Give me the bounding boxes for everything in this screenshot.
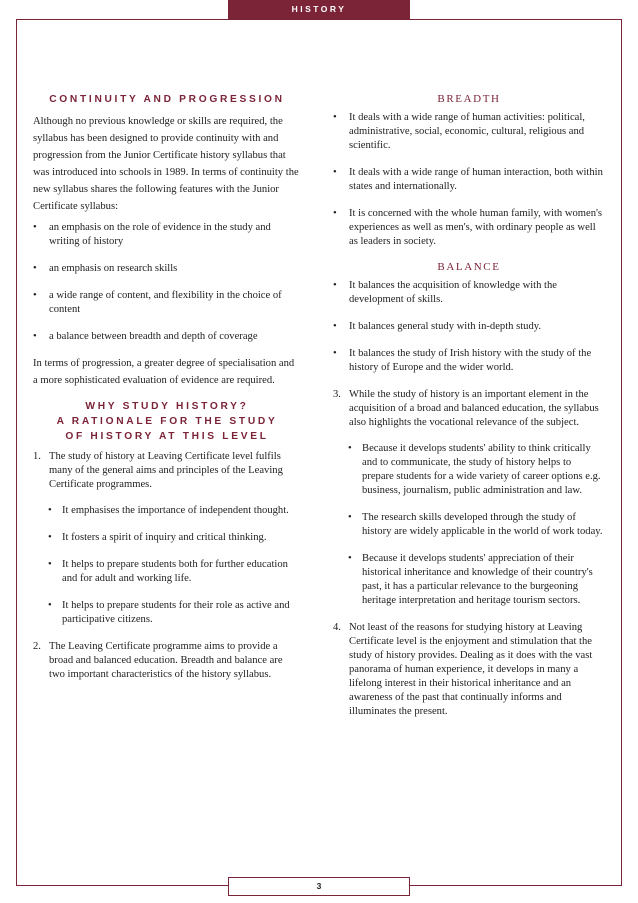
breadth-text: It deals with a wide range of human interaction, both within states and internationally. — [349, 167, 603, 192]
breadth-heading: BREADTH — [437, 93, 501, 105]
breadth-text: It is concerned with the whole human family, with women's experiences as well as men's, with ordinary people as well as leaders in society. — [349, 208, 603, 247]
breadth-item — [333, 207, 605, 249]
sub-bullet-text: It helps to prepare students for their role as active and participative citizens. — [62, 600, 290, 626]
bullet-icon: • — [348, 512, 352, 523]
right-column — [333, 92, 605, 719]
bullet-icon: • — [333, 348, 337, 359]
progression-text: In terms of progression, a greater degree of specialisation and a more sophisticated evaluation of evidence are required. — [33, 358, 295, 387]
bullet-icon: • — [333, 321, 337, 332]
bullet-icon: • — [333, 208, 337, 219]
breadth-item — [333, 166, 605, 194]
sub-bullet-text: Because it develops students' appreciation of their historical inheritance and knowledge of their country's past, it has a particular relevance to the burgeoning heritage interpretation and heritage tourism sectors. — [362, 553, 593, 606]
balance-text: It balances the study of Irish history with the study of the history of Europe and the wider world. — [349, 348, 592, 373]
sub-bullet — [33, 599, 301, 627]
breadth-item — [333, 111, 605, 153]
bullet-icon: • — [33, 290, 37, 302]
bullet-icon: • — [48, 600, 52, 612]
balance-item — [333, 320, 605, 334]
feature-text: a balance between breadth and depth of coverage — [49, 331, 258, 343]
bullet-icon: • — [33, 331, 37, 343]
bullet-icon: • — [48, 559, 52, 571]
point-text: The Leaving Certificate programme aims to provide a broad and balanced education. Breadth and balance are two important characteristics of the history syllabus. — [49, 641, 283, 681]
sub-bullet-text: It helps to prepare students both for further education and for adult and working life. — [62, 559, 288, 585]
feature-item — [33, 262, 301, 276]
feature-text: an emphasis on the role of evidence in the study and writing of history — [49, 222, 271, 248]
numbered-point-3 — [333, 388, 605, 430]
point-number: 2. — [33, 641, 41, 653]
point-number: 3. — [333, 389, 341, 400]
feature-item — [33, 330, 301, 344]
sub-bullet-text: It fosters a spirit of inquiry and critical thinking. — [62, 532, 267, 544]
breadth-text: It deals with a wide range of human activities: political, administrative, social, economic, cultural, religious and scientific. — [349, 112, 585, 151]
bullet-icon: • — [333, 112, 337, 123]
sub-bullet — [33, 531, 301, 545]
numbered-point-2 — [33, 640, 301, 682]
point-text: Not least of the reasons for studying history at Leaving Certificate level is the enjoyment and stimulation that the study of history provides. Dealing as it does with the vast panorama of human experience, it develops in many a lifelong interest in their historical inheritance and an awareness of the past that continually informs and illuminates the present. — [349, 622, 593, 717]
left-column — [33, 92, 301, 682]
continuity-heading: CONTINUITY AND PROGRESSION — [49, 94, 285, 105]
why-heading — [33, 399, 301, 444]
why-heading-line: WHY STUDY HISTORY? — [85, 401, 249, 413]
bullet-icon: • — [333, 280, 337, 291]
feature-text: a wide range of content, and flexibility in the choice of content — [49, 290, 282, 316]
bullet-icon: • — [333, 167, 337, 178]
feature-item — [33, 221, 301, 249]
bullet-icon: • — [48, 505, 52, 517]
feature-text: an emphasis on research skills — [49, 263, 178, 275]
sub-bullet — [33, 558, 301, 586]
bullet-icon: • — [48, 532, 52, 544]
bullet-icon: • — [348, 553, 352, 564]
sub-bullet — [333, 442, 605, 498]
numbered-point-1 — [33, 450, 301, 492]
sub-bullet — [333, 552, 605, 608]
balance-heading: BALANCE — [437, 261, 501, 273]
sub-bullet-text: It emphasises the importance of independent thought. — [62, 505, 289, 517]
balance-text: It balances the acquisition of knowledge with the development of skills. — [349, 280, 557, 305]
continuity-intro: Although no previous knowledge or skills are required, the syllabus has been designed to provide continuity with and progression from the Junior Certificate history syllabus that was introduced into schools in 1989. In terms of continuity the new syllabus shares the following features with the Junior Certificate syllabus: — [33, 116, 299, 212]
bullet-icon: • — [33, 263, 37, 275]
point-text: While the study of history is an important element in the acquisition of a broad and balanced education, the syllabus also highlights the vocational relevance of the subject. — [349, 389, 599, 428]
balance-item — [333, 347, 605, 375]
numbered-point-4 — [333, 621, 605, 719]
bullet-icon: • — [348, 443, 352, 454]
sub-bullet-text: Because it develops students' ability to think critically and to communicate, the study of history helps to prepare students for a wide variety of career options e.g. business, journalism, public administration and law. — [362, 443, 601, 496]
sub-bullet — [333, 511, 605, 539]
sub-bullet-text: The research skills developed through the study of history are widely applicable in the world of work today. — [362, 512, 603, 537]
why-heading-line: A RATIONALE FOR THE STUDY — [56, 416, 278, 428]
point-number: 4. — [333, 622, 341, 633]
header-tab: HISTORY — [228, 0, 410, 19]
sub-bullet — [33, 504, 301, 518]
feature-item — [33, 289, 301, 317]
point-text: The study of history at Leaving Certificate level fulfils many of the general aims and principles of the Leaving Certificate programmes. — [49, 451, 283, 491]
why-heading-line: OF HISTORY AT THIS LEVEL — [65, 431, 269, 443]
balance-item — [333, 279, 605, 307]
point-number: 1. — [33, 451, 41, 463]
balance-text: It balances general study with in-depth study. — [349, 321, 542, 332]
bullet-icon: • — [33, 222, 37, 234]
page-number: 3 — [228, 877, 410, 896]
